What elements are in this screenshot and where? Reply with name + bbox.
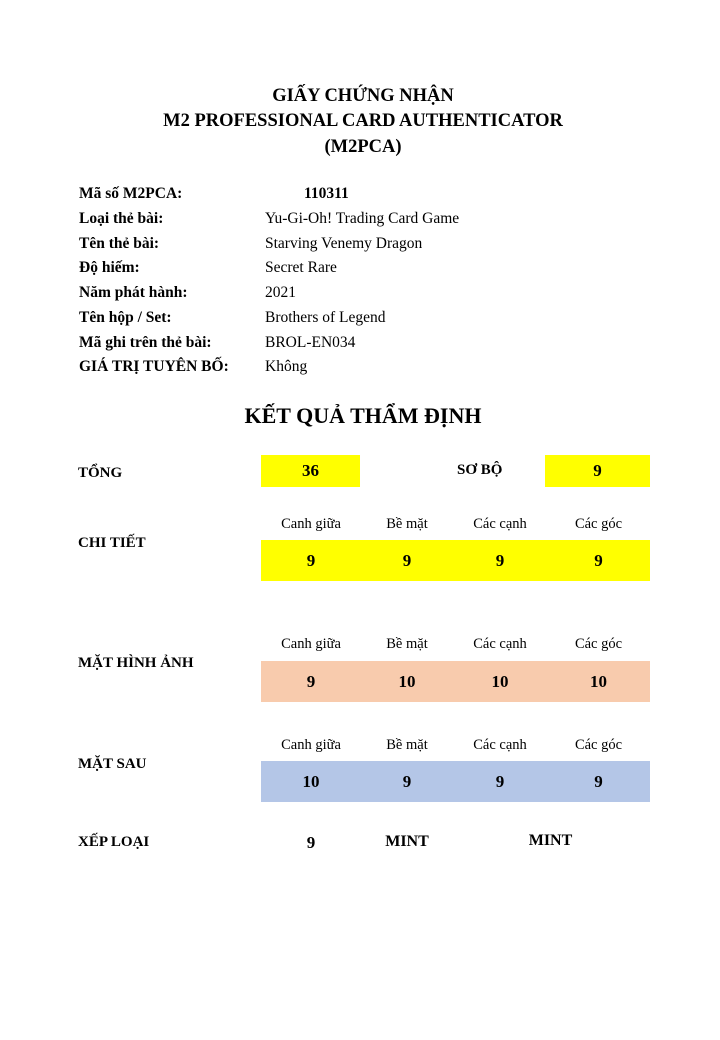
col-header-edges: Các cạnh (473, 636, 527, 652)
back-corners: 9 (594, 771, 603, 791)
back-centering: 10 (302, 771, 320, 791)
front-surface: 10 (398, 671, 416, 691)
col-header-corners: Các góc (574, 737, 623, 753)
grade-label: XẾP LOẠI (78, 834, 150, 850)
prelim-label: SƠ BỘ (457, 462, 503, 478)
info-label-set: Tên hộp / Set: (79, 309, 172, 326)
info-value-name: Starving Venemy Dragon (265, 235, 423, 252)
back-scores (261, 761, 650, 802)
front-scores (261, 661, 650, 702)
detail-surface: 9 (402, 550, 412, 570)
front-centering: 9 (306, 671, 316, 691)
detail-centering: 9 (306, 550, 316, 570)
front-column-headers (261, 636, 650, 653)
back-surface: 9 (402, 771, 412, 791)
col-header-corners: Các góc (574, 636, 623, 652)
info-label-year: Năm phát hành: (79, 284, 188, 301)
info-value-declared-value: Không (265, 358, 308, 375)
col-header-edges: Các cạnh (473, 737, 527, 753)
info-value-rarity: Secret Rare (265, 259, 337, 276)
grade-name-secondary: MINT (528, 832, 573, 849)
col-header-surface: Bề mặt (386, 737, 428, 753)
total-value: 36 (261, 455, 360, 487)
col-header-centering: Canh giữa (281, 636, 341, 652)
detail-corners: 9 (594, 550, 603, 570)
back-column-headers (261, 737, 650, 754)
col-header-surface: Bề mặt (386, 636, 428, 652)
info-label-type: Loại thẻ bài: (79, 210, 164, 227)
detail-edges: 9 (495, 550, 505, 570)
info-value-id: 110311 (304, 185, 349, 202)
detail-scores (261, 540, 650, 581)
info-value-set: Brothers of Legend (265, 309, 386, 326)
col-header-edges: Các cạnh (473, 516, 527, 532)
results-title: KẾT QUẢ THẨM ĐỊNH (244, 403, 482, 428)
col-header-corners: Các góc (574, 516, 623, 532)
certificate-title: GIẤY CHỨNG NHẬN (272, 86, 454, 106)
info-value-type: Yu-Gi-Oh! Trading Card Game (265, 210, 460, 227)
company-abbr: (M2PCA) (324, 137, 402, 157)
grade-score: 9 (306, 833, 316, 852)
company-name: M2 PROFESSIONAL CARD AUTHENTICATOR (163, 111, 563, 131)
info-label-code: Mã ghi trên thẻ bài: (79, 334, 212, 351)
col-header-centering: Canh giữa (281, 516, 341, 532)
info-value-year: 2021 (265, 284, 296, 301)
prelim-value: 9 (545, 455, 650, 487)
grade-name: MINT (385, 833, 429, 850)
info-value-code: BROL-EN034 (265, 334, 356, 351)
front-label: MẶT HÌNH ẢNH (78, 655, 194, 671)
info-label-declared-value: GIÁ TRỊ TUYÊN BỐ: (79, 358, 229, 375)
back-label: MẶT SAU (78, 756, 147, 772)
total-label: TỔNG (78, 465, 123, 481)
col-header-centering: Canh giữa (281, 737, 341, 753)
back-edges: 9 (495, 771, 505, 791)
info-label-id: Mã số M2PCA: (79, 185, 183, 202)
info-label-rarity: Độ hiếm: (79, 259, 140, 276)
col-header-surface: Bề mặt (386, 516, 428, 532)
detail-label: CHI TIẾT (78, 535, 146, 551)
info-label-name: Tên thẻ bài: (79, 235, 160, 252)
detail-column-headers (261, 516, 650, 533)
front-corners: 10 (590, 671, 607, 691)
front-edges: 10 (491, 671, 509, 691)
